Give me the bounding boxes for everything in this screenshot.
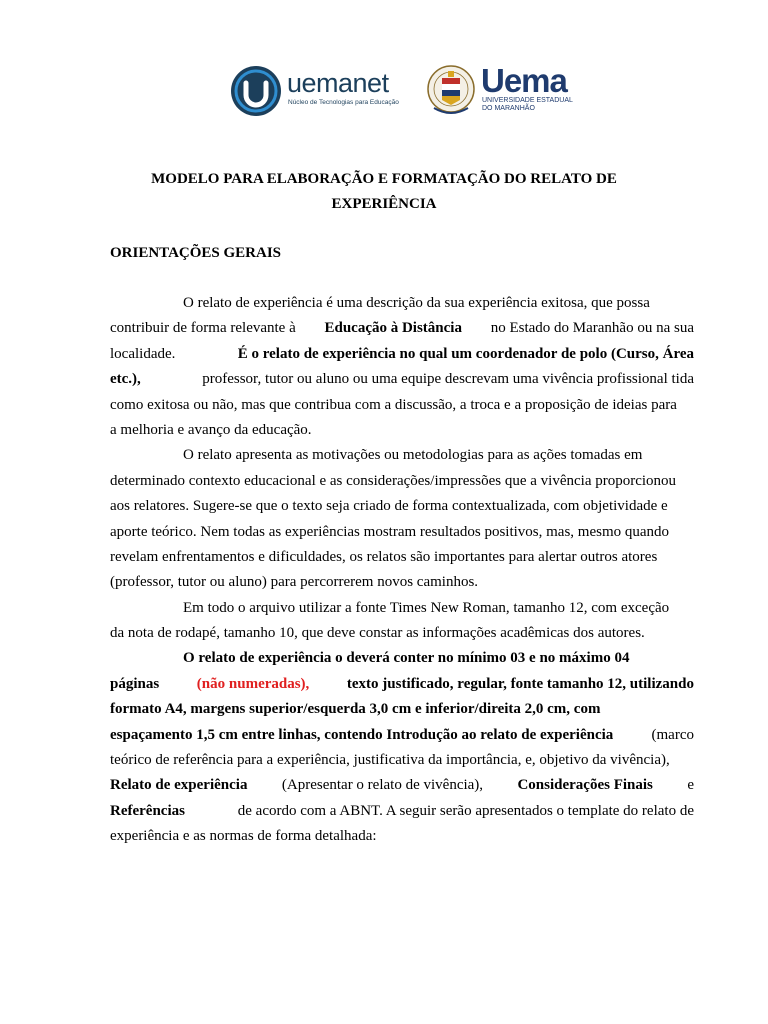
p1-text: localidade. <box>110 345 176 362</box>
p1-bold-text: Educação à Distância <box>324 320 462 337</box>
not-numbered-highlight: (não numeradas), <box>196 675 310 692</box>
p4-line-5 <box>110 748 694 773</box>
uemanet-logo <box>230 65 410 117</box>
p4-bold-text: texto justificado, regular, fonte tamanho 12, utilizando <box>346 675 694 692</box>
p4-text: de acordo com a ABNT. A seguir serão apresentados o template do relato de <box>237 802 694 819</box>
p2-line-6 <box>110 570 694 595</box>
p1-text: a melhoria e avanço da educação. <box>110 421 312 438</box>
uema-name: Uema <box>481 62 567 99</box>
p4-bold-text: páginas <box>110 675 160 692</box>
p2-line-1 <box>110 443 694 468</box>
p1-bold-text: etc.), <box>110 371 141 388</box>
p4-bold-text: Considerações Finais <box>517 777 653 794</box>
uemanet-emblem-icon <box>230 65 282 117</box>
p1-line-4 <box>110 367 694 392</box>
p2-text: O relato apresenta as motivações ou metodologias para as ações tomadas em <box>183 447 643 464</box>
title-line-2: EXPERIÊNCIA <box>331 196 437 212</box>
p3-line-2 <box>110 621 694 646</box>
p4-text: (Apresentar o relato de vivência), <box>281 777 484 794</box>
document-title <box>110 167 658 217</box>
p1-text: no Estado do Maranhão ou na sua <box>490 320 694 337</box>
uema-logo <box>426 62 586 122</box>
p2-text: (professor, tutor ou aluno) para percorrerem novos caminhos. <box>110 574 479 591</box>
p1-line-6 <box>110 418 694 443</box>
uemanet-subtitle: Núcleo de Tecnologias para Educação <box>288 99 399 106</box>
p4-bold-text: Referências <box>110 802 185 819</box>
p2-line-5 <box>110 545 694 570</box>
uemanet-name: uemanet <box>287 68 389 98</box>
p1-text: professor, tutor ou aluno ou uma equipe descrevam uma vivência profissional tida <box>202 371 694 388</box>
p1-text: como exitosa ou não, mas que contribua com a discussão, a troca e a proposição de ideias para <box>110 396 677 413</box>
uema-seal-icon <box>426 62 476 120</box>
p4-text: e <box>687 777 694 794</box>
p4-text: teórico de referência para a experiência, justificativa da importância, e, objetivo da vivência), <box>110 752 670 769</box>
uema-subtitle-line1: UNIVERSIDADE ESTADUAL <box>482 97 573 104</box>
p1-line-3 <box>110 342 694 367</box>
p4-bold-text: formato A4, margens superior/esquerda 3,0 cm e inferior/direita 2,0 cm, com <box>110 701 601 718</box>
p1-line-5 <box>110 393 694 418</box>
p4-line-1 <box>110 646 694 671</box>
p1-text: contribuir de forma relevante à <box>110 320 296 337</box>
p2-line-2 <box>110 469 694 494</box>
p4-line-7 <box>110 799 694 824</box>
p4-line-4 <box>110 723 694 748</box>
p4-line-2 <box>110 672 694 697</box>
p4-text: (marco <box>651 726 694 743</box>
section-heading: ORIENTAÇÕES GERAIS <box>110 245 282 261</box>
uema-subtitle <box>482 97 573 113</box>
p2-line-4 <box>110 520 694 545</box>
p1-bold-text: É o relato de experiência no qual um coordenador de polo (Curso, Área <box>237 345 694 362</box>
p1-line-2 <box>110 316 694 341</box>
p3-text: da nota de rodapé, tamanho 10, que deve constar as informações acadêmicas dos autores. <box>110 625 645 642</box>
p4-line-3 <box>110 697 694 722</box>
p2-text: determinado contexto educacional e as considerações/impressões que a vivência proporcionou <box>110 472 677 489</box>
p4-text: experiência e as normas de forma detalhada: <box>110 828 377 845</box>
p3-line-1 <box>110 596 694 621</box>
p2-text: aporte teórico. Nem todas as experiências mostram resultados positivos, mas, mesmo quando <box>110 523 670 540</box>
p2-text: aos relatores. Sugere-se que o texto seja criado de forma contextualizada, com objetividade e <box>110 498 668 515</box>
p4-bold-text: Relato de experiência <box>110 777 248 794</box>
p4-bold-text: espaçamento 1,5 cm entre linhas, contendo Introdução ao relato de experiência <box>110 726 614 743</box>
p1-line-1 <box>110 291 694 316</box>
title-line-1: MODELO PARA ELABORAÇÃO E FORMATAÇÃO DO RELATO DE <box>151 171 617 187</box>
p3-text: Em todo o arquivo utilizar a fonte Times New Roman, tamanho 12, com exceção <box>183 599 670 616</box>
p2-text: revelam enfrentamentos e dificuldades, os relatos são importantes para alertar outros atores <box>110 548 658 565</box>
p4-line-8 <box>110 824 694 849</box>
p4-line-6 <box>110 773 694 798</box>
p2-line-3 <box>110 494 694 519</box>
p4-bold-text: O relato de experiência o deverá conter no mínimo 03 e no máximo 04 <box>183 650 630 667</box>
uema-subtitle-line2: DO MARANHÃO <box>482 105 535 112</box>
document-body <box>110 291 694 850</box>
p1-text: O relato de experiência é uma descrição da sua experiência exitosa, que possa <box>183 295 650 311</box>
